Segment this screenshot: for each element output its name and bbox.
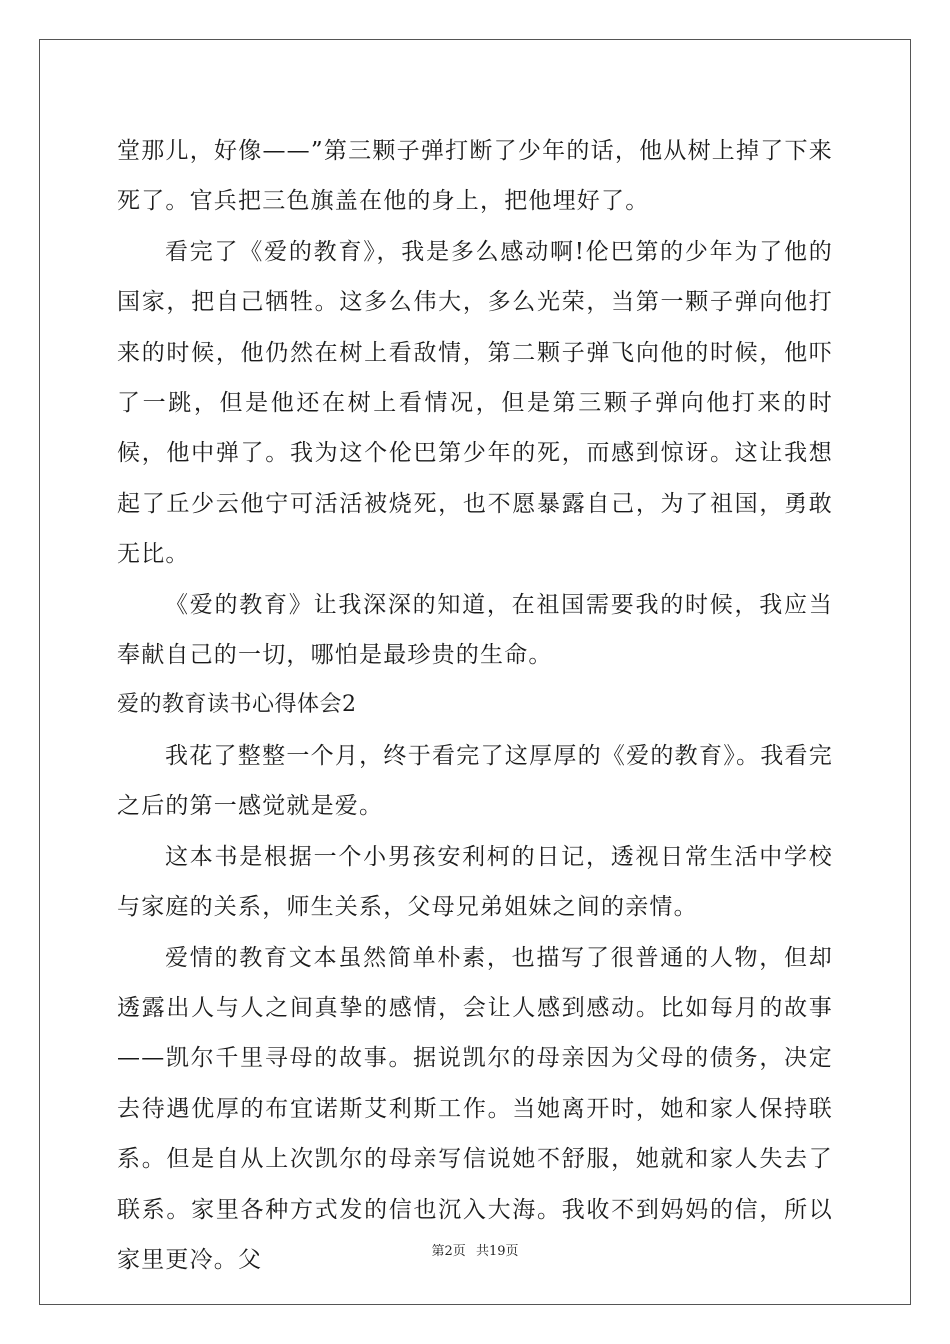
section-heading: 爱的教育读书心得体会2 (117, 692, 357, 718)
paragraph-continued: 堂那儿，好像——”第三颗子弹打断了少年的话，他从树上掉了下来死了。官兵把三色旗盖在他的身上，把他埋好了。 (117, 138, 833, 215)
page-number: 第2页 (431, 1244, 466, 1259)
paragraph: 《爱的教育》让我深深的知道，在祖国需要我的时候，我应当奉献自己的一切，哪怕是最珍贵的生命。 (117, 591, 833, 669)
paragraph: 看完了《爱的教育》，我是多么感动啊!伦巴第的少年为了他的国家，把自己牺牲。这多么伟大，多么光荣，当第一颗子弹向他打来的时候，他仍然在树上看敌情，第二颗子弹飞向他的时候，他吓了一跳，但是他还在树上看情况，但是第三颗子弹向他打来的时候，他中弹了。我为这个伦巴第少年的死，而感到惊讶。这让我想起了丘少云他宁可活活被烧死，也不愿暴露自己，为了祖国，勇敢无比。 (117, 238, 833, 568)
page-footer (0, 1243, 950, 1261)
paragraph: 这本书是根据一个小男孩安利柯的日记，透视日常生活中学校与家庭的关系，师生关系，父母兄弟姐妹之间的亲情。 (117, 843, 833, 921)
paragraph: 爱情的教育文本虽然简单朴素，也描写了很普通的人物，但却透露出人与人之间真挚的感情，会让人感到感动。比如每月的故事——凯尔千里寻母的故事。据说凯尔的母亲因为父母的债务，决定去待遇优厚的布宜诺斯艾利斯工作。当她离开时，她和家人保持联系。但是自从上次凯尔的母亲写信说她不舒服，她就和家人失去了联系。家里各种方式发的信也沉入大海。我收不到妈妈的信，所以家里更冷。父 (117, 944, 833, 1273)
document-body (117, 126, 833, 1285)
paragraph: 我花了整整一个月，终于看完了这厚厚的《爱的教育》。我看完之后的第一感觉就是爱。 (117, 742, 833, 820)
page-total: 共19页 (475, 1244, 519, 1259)
